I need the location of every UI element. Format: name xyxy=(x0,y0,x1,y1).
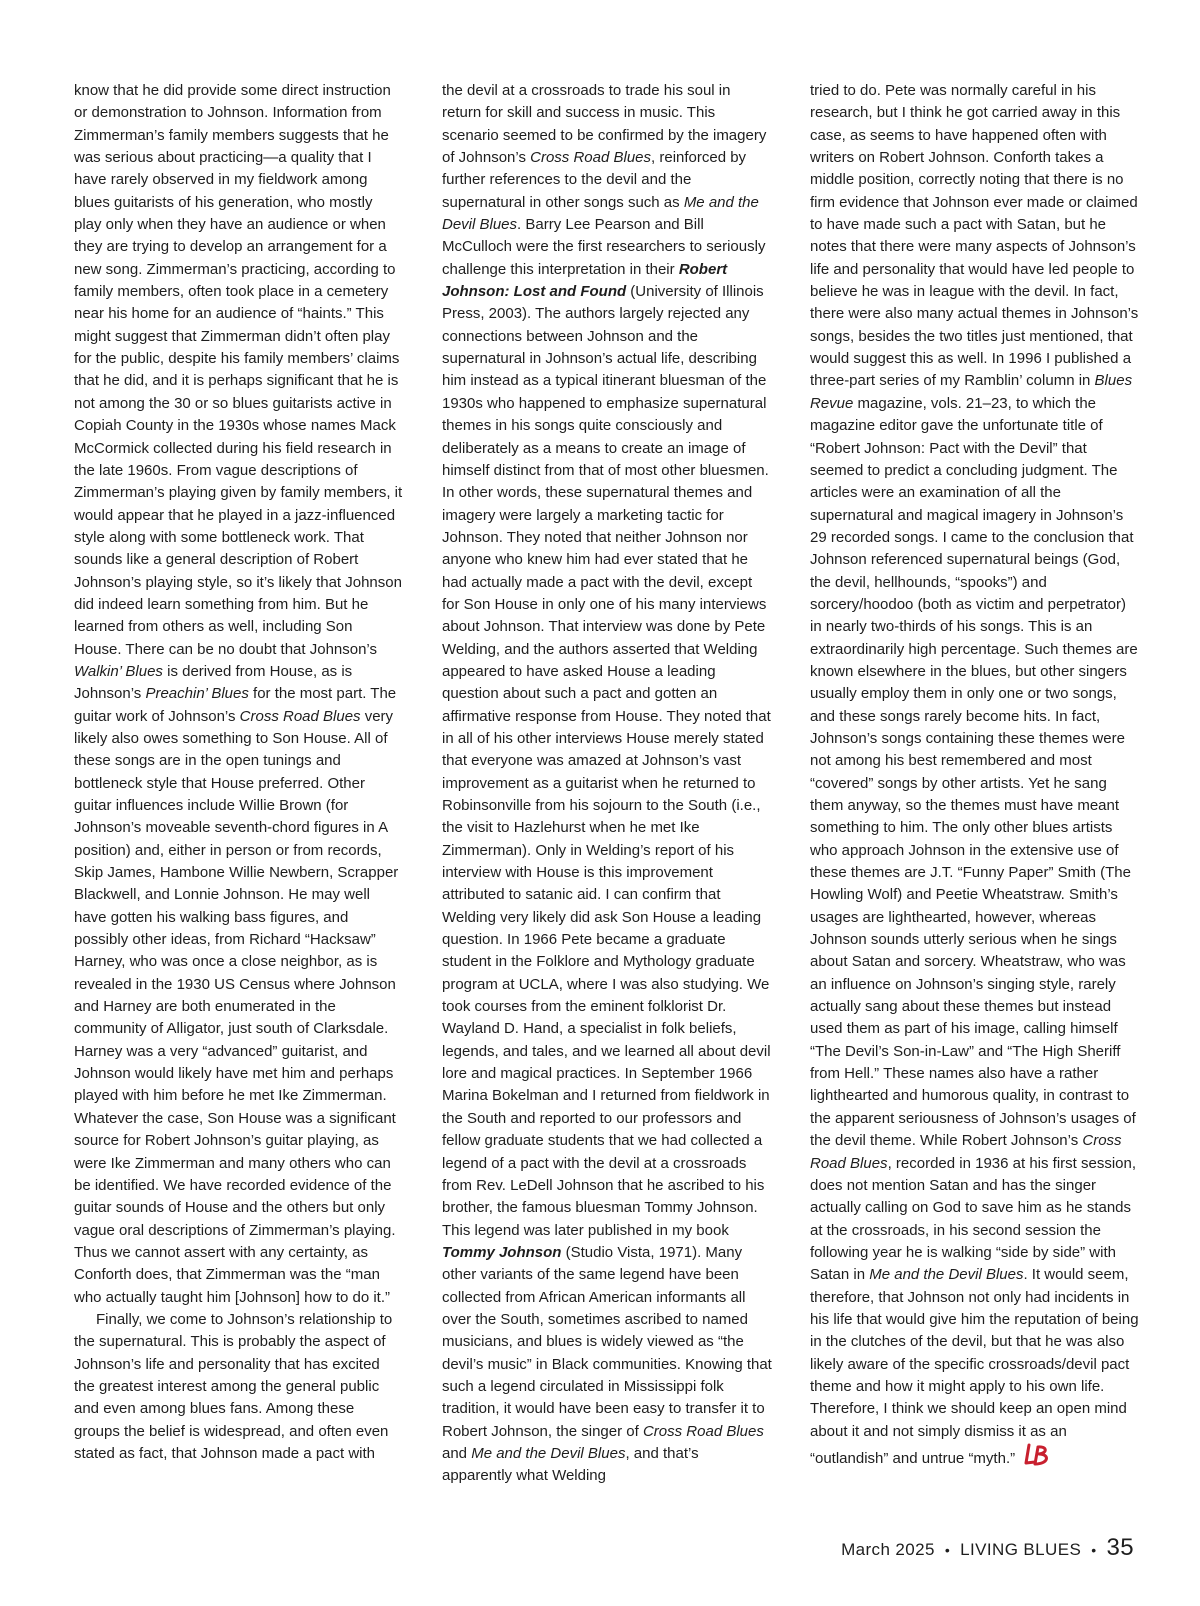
paragraph: know that he did provide some direct instruction or demonstration to Johnson. Information from Zimmerman’s family members suggests that he was serious about practicing—a quality that I have rarely observed in my fieldwork among blues guitarists of his generation, who mostly play only when they have an audience or when they are trying to develop an arrangement for a new song. Zimmerman’s practicing, according to family members, often took place in a cemetery near his home for an audience of “haints.” This might suggest that Zimmerman didn’t often play for the public, despite his family members’ claims that he did, and it is perhaps significant that he is not among the 30 or so blues guitarists active in Copiah County in the 1930s whose names Mack McCormick collected during his field research in the late 1960s. From vague descriptions of Zimmerman’s playing given by family members, it would appear that he played in a jazz-influenced style along with some bottleneck work. That sounds like a general description of Robert Johnson’s playing style, so it’s likely that Johnson did indeed learn something from him. But he learned from others as well, including Son House. There can be no doubt that Johnson’s Walkin’ Blues is derived from House, as is Johnson’s Preachin’ Blues for the most part. The guitar work of Johnson’s Cross Road Blues very likely also owes something to Son House. All of these songs are in the open tunings and bottleneck style that House preferred. Other guitar influences include Willie Brown (for Johnson’s moveable seventh-chord figures in A position) and, either in person or from records, Skip James, Hambone Willie Newbern, Scrapper Blackwell, and Lonnie Johnson. He may well have gotten his walking bass figures, and possibly other ideas, from Richard “Hacksaw” Harney, who was once a close neighbor, as is revealed in the 1930 US Census where Johnson and Harney are both enumerated in the community of Alligator, just south of Clarksdale. Harney was a very “advanced” guitarist, and Johnson would likely have met him and perhaps played with him before he met Ike Zimmerman. Whatever the case, Son House was a significant source for Robert Johnson’s guitar playing, as were Ike Zimmerman and many others who can be identified. We have recorded evidence of the guitar sounds of House and the others but only vague oral descriptions of Zimmerman’s playing. Thus we cannot assert with any certainty, as Conforth does, that Zimmerman was the “man who actually taught him [Johnson] how to do it.” xyxy=(74,82,403,1306)
magazine-title: Blues Revue xyxy=(810,372,1133,412)
song-title: Me and the Devil Blues xyxy=(869,1266,1024,1284)
column-2 xyxy=(442,80,772,1520)
page-footer xyxy=(841,1534,1134,1562)
song-title: Me and the Devil Blues xyxy=(442,193,759,234)
separator: • xyxy=(1091,1542,1097,1558)
page-number: 35 xyxy=(1106,1534,1134,1561)
lb-end-mark-icon xyxy=(1023,1443,1053,1467)
book-title: Robert Johnson: Lost and Found xyxy=(442,260,728,301)
song-title: Preachin’ Blues xyxy=(145,685,249,703)
issue-date: March 2025 xyxy=(841,1540,935,1559)
song-title: Cross Road Blues xyxy=(530,149,652,167)
song-title: Cross Road Blues xyxy=(239,707,361,725)
separator: • xyxy=(944,1542,951,1558)
paragraph: Finally, we come to Johnson’s relationship to the supernatural. This is probably the aspect of Johnson’s life and personality that has excited the greatest interest among the general public and even among blues fans. Among these groups the belief is widespread, and often even stated as fact, that Johnson made a pact with xyxy=(74,1310,393,1462)
article-body xyxy=(74,80,1139,1520)
magazine-name: LIVING BLUES xyxy=(960,1540,1082,1559)
column-3 xyxy=(810,80,1140,1520)
paragraph: the devil at a crossroads to trade his soul in return for skill and success in music. This scenario seemed to be confirmed by the imagery of Johnson’s Cross Road Blues, reinforced by further references to the devil and the supernatural in other songs such as Me and the Devil Blues. Barry Lee Pearson and Bill McCulloch were the first researchers to seriously challenge this interpretation in their Robert Johnson: Lost and Found (University of Illinois Press, 2003). The authors largely rejected any connections between Johnson and the supernatural in Johnson’s actual life, describing him instead as a typical itinerant bluesman of the 1930s who happened to emphasize supernatural themes in his songs quite consciously and deliberately as a means to create an image of himself distinct from that of most other bluesmen. In other words, these supernatural themes and imagery were largely a marketing tactic for Johnson. They noted that neither Johnson nor anyone who knew him had ever stated that he had actually made a pact with the devil, except for Son House in only one of his many interviews about Johnson. That interview was done by Pete Welding, and the authors asserted that Welding appeared to have asked House a leading question about such a pact and gotten an affirmative response from House. They noted that in all of his other interviews House merely stated that everyone was amazed at Johnson’s vast improvement as a guitarist when he returned to Robinsonville from his sojourn to the South (i.e., the visit to Hazlehurst when he met Ike Zimmerman). Only in Welding’s report of his interview with House is this improvement attributed to satanic aid. I can confirm that Welding very likely did ask Son House a leading question. In 1966 Pete became a graduate student in the Folklore and Mythology graduate program at UCLA, where I was also studying. We took courses from the eminent folklorist Dr. Wayland D. Hand, a specialist in folk beliefs, legends, and tales, and we learned all about devil lore and magical practices. In September 1966 Marina Bokelman and I returned from fieldwork in the South and reported to our professors and fellow graduate students that we had collected a legend of a pact with the devil at a crossroads from Rev. LeDell Johnson that he ascribed to his brother, the famous bluesman Tommy Johnson. This legend was later published in my book Tommy Johnson (Studio Vista, 1971). Many other variants of the same legend have been collected from African American informants all over the South, sometimes ascribed to named musicians, and blues is widely viewed as “the devil’s music” in Black communities. Knowing that such a legend circulated in Mississippi folk tradition, it would have been easy to transfer it to Robert Johnson, the singer of Cross Road Blues and Me and the Devil Blues, and that’s apparently what Welding xyxy=(442,82,772,1485)
paragraph: tried to do. Pete was normally careful in his research, but I think he got carried away in this case, as seems to have happened often with writers on Robert Johnson. Conforth takes a middle position, correctly noting that there is no firm evidence that Johnson ever made or claimed to have made such a pact with Satan, but he notes that there were many aspects of Johnson’s life and personality that would have led people to believe he was in league with the devil. In fact, there were also many actual themes in Johnson’s songs, besides the two titles just mentioned, that would suggest this as well. In 1996 I published a three-part series of my Ramblin’ column in Blues Revue magazine, vols. 21–23, to which the magazine editor gave the unfortunate title of “Robert Johnson: Pact with the Devil” that seemed to predict a concluding judgment. The articles were an examination of all the supernatural and magical imagery in Johnson’s 29 recorded songs. I came to the conclusion that Johnson referenced supernatural beings (God, the devil, hellhounds, “spooks”) and sorcery/hoodoo (both as victim and perpetrator) in nearly two-thirds of his songs. This is an extraordinarily high percentage. Such themes are known elsewhere in the blues, but other singers usually employ them in only one or two songs, and these songs rarely become hits. In fact, Johnson’s songs containing these themes were not among his best remembered and most “covered” songs by other artists. Yet he sang them anyway, so the themes must have meant something to him. The only other blues artists who approach Johnson in the extensive use of these themes are J.T. “Funny Paper” Smith (The Howling Wolf) and Peetie Wheatstraw. Smith’s usages are lighthearted, however, whereas Johnson sounds utterly serious when he sings about Satan and sorcery. Wheatstraw, who was an influence on Johnson’s singing style, rarely actually sang about these themes but instead used them as part of his image, calling himself “The Devil’s Son-in-Law” and “The High Sheriff from Hell.” These names also have a rather lighthearted and humorous quality, in contrast to the apparent seriousness of Johnson’s usages of the devil theme. While Robert Johnson’s Cross Road Blues, recorded in 1936 at his first session, does not mention Satan and has the singer actually calling on God to save him as he stands at the crossroads, in his second session the following year he is walking “side by side” with Satan in Me and the Devil Blues. It would seem, therefore, that Johnson not only had incidents in his life that would give him the reputation of being in the clutches of the devil, but that he was also likely aware of the specific crossroads/devil pact theme and how it might apply to his own life. Therefore, I think we should keep an open mind about it and not simply dismiss it as an “outlandish” and untrue “myth.” xyxy=(810,82,1139,1467)
song-title: Cross Road Blues xyxy=(810,1132,1122,1172)
song-title: Walkin’ Blues xyxy=(74,662,163,680)
column-1 xyxy=(74,80,404,1520)
song-title: Cross Road Blues xyxy=(642,1422,764,1440)
book-title: Tommy Johnson xyxy=(442,1243,562,1261)
song-title: Me and the Devil Blues xyxy=(471,1444,626,1462)
